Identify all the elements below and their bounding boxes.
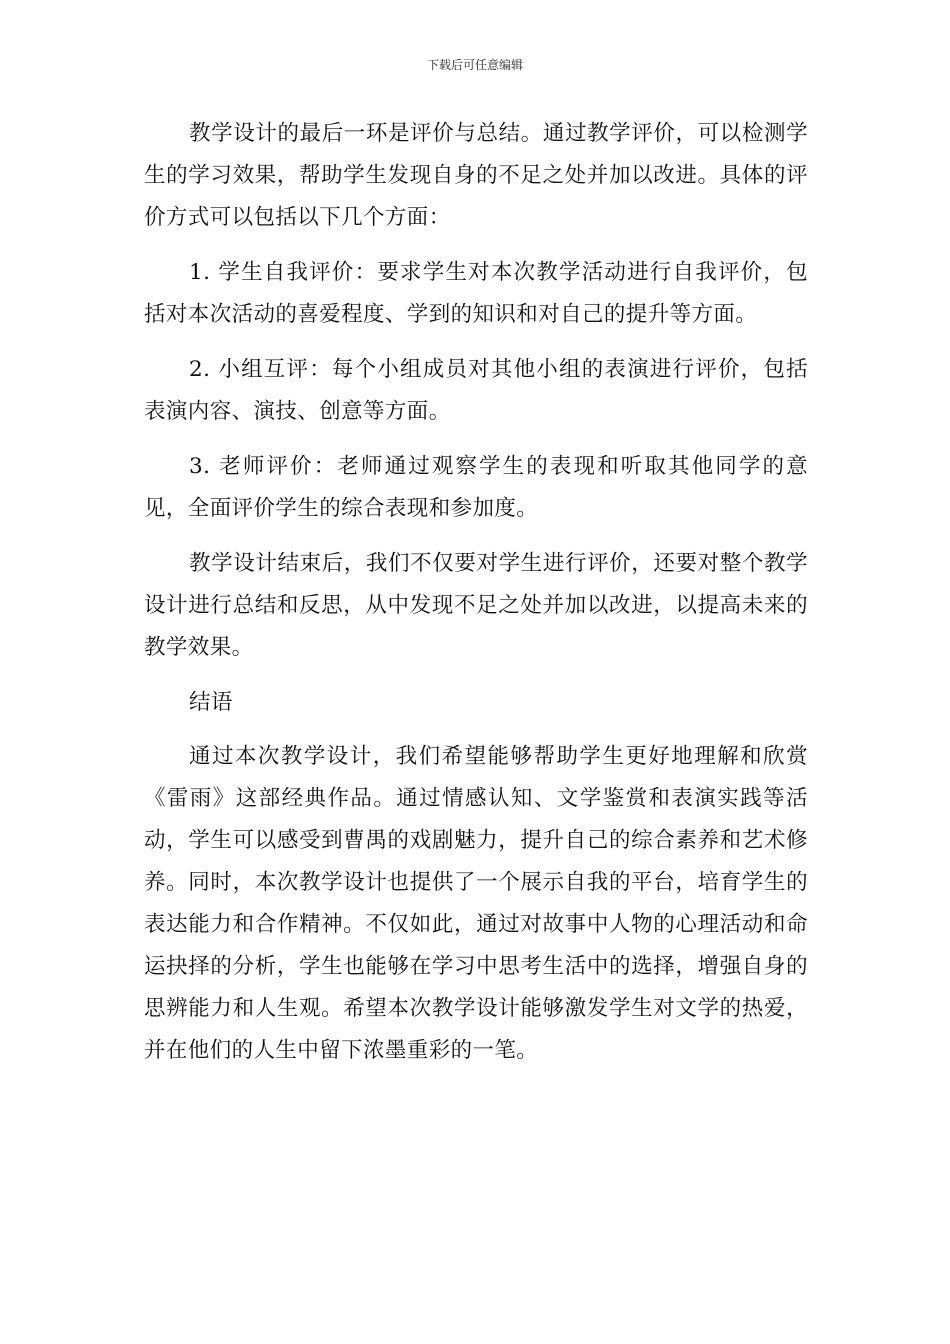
paragraph-reflection: 教学设计结束后，我们不仅要对学生进行评价，还要对整个教学设计进行总结和反思，从中发现不足之处并加以改进，以提高未来的教学效果。: [144, 551, 808, 660]
paragraph-evaluation-intro: 教学设计的最后一环是评价与总结。通过教学评价，可以检测学生的学习效果，帮助学生发现自身的不足之处并加以改进。具体的评价方式可以包括以下几个方面：: [144, 121, 808, 230]
page-header-note: 下载后可任意编辑: [426, 58, 523, 72]
section-heading-conclusion: 结语: [189, 690, 233, 715]
document-body: [144, 113, 808, 1085]
list-item-teacher-evaluation: 3. 老师评价：老师通过观察学生的表现和听取其他同学的意见，全面评价学生的综合表现和参加度。: [144, 454, 808, 521]
list-item-group-evaluation: 2. 小组互评：每个小组成员对其他小组的表演进行评价，包括表演内容、演技、创意等方面。: [144, 357, 808, 424]
list-item-self-evaluation: 1. 学生自我评价：要求学生对本次教学活动进行自我评价，包括对本次活动的喜爱程度、学到的知识和对自己的提升等方面。: [144, 260, 808, 327]
paragraph-conclusion: 通过本次教学设计，我们希望能够帮助学生更好地理解和欣赏《雷雨》这部经典作品。通过情感认知、文学鉴赏和表演实践等活动，学生可以感受到曹禺的戏剧魅力，提升自己的综合素养和艺术修养。同时，本次教学设计也提供了一个展示自我的平台，培育学生的表达能力和合作精神。不仅如此，通过对故事中人物的心理活动和命运抉择的分析，学生也能够在学习中思考生活中的选择，增强自身的思辨能力和人生观。希望本次教学设计能够激发学生对文学的热爱，并在他们的人生中留下浓墨重彩的一笔。: [144, 744, 808, 1063]
